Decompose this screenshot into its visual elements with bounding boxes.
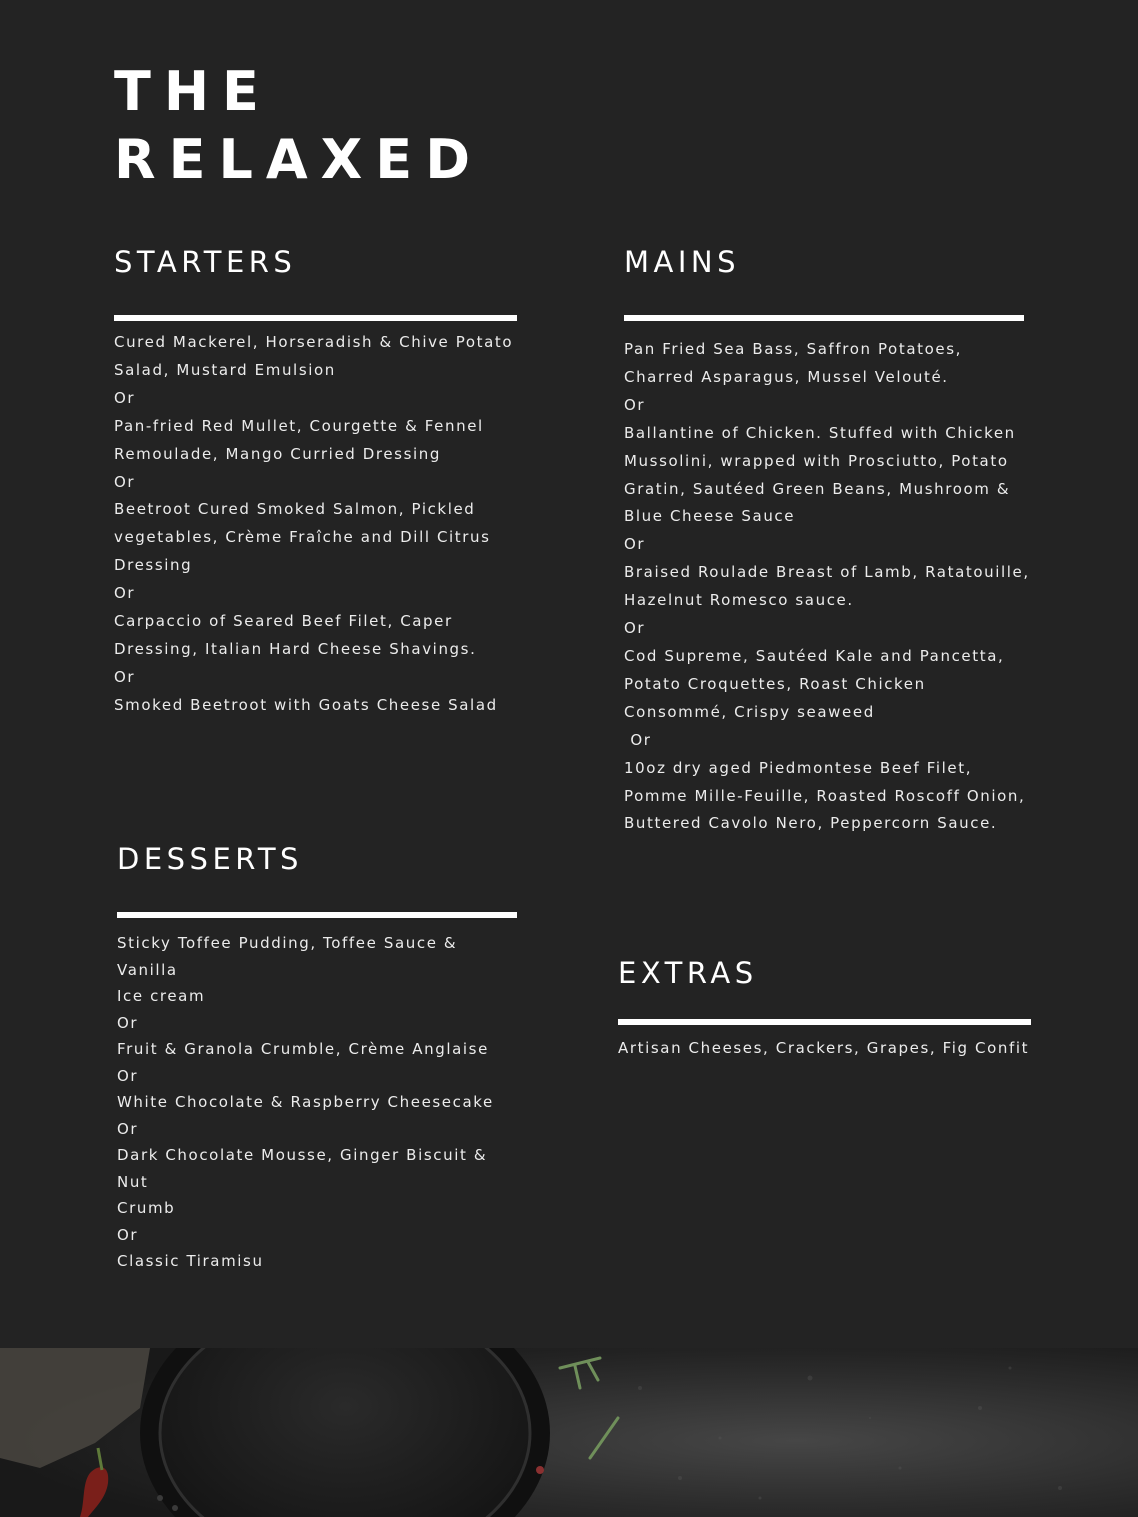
menu-item-line: Hazelnut Romesco sauce. bbox=[624, 591, 854, 610]
or-separator: Or bbox=[117, 1119, 139, 1138]
extras-list bbox=[618, 1034, 1031, 1062]
starters-heading: STARTERS bbox=[114, 245, 297, 279]
menu-item-line: Ballantine of Chicken. Stuffed with Chicken bbox=[624, 423, 1016, 442]
menu-item-line: Braised Roulade Breast of Lamb, Ratatouille, bbox=[624, 563, 1030, 582]
or-separator: Or bbox=[624, 535, 646, 554]
starters-divider bbox=[114, 315, 517, 321]
or-separator: Or bbox=[624, 730, 652, 749]
menu-item-line: White Chocolate & Raspberry Cheesecake bbox=[117, 1093, 494, 1111]
menu-title bbox=[114, 58, 483, 194]
desserts-divider bbox=[117, 912, 517, 918]
menu-item-line: 10oz dry aged Piedmontese Beef Filet, bbox=[624, 758, 973, 777]
menu-item-line: Charred Asparagus, Mussel Velouté. bbox=[624, 367, 949, 386]
mains-divider bbox=[624, 315, 1024, 321]
food-photo-strip bbox=[0, 1348, 1138, 1517]
menu-item-line: vegetables, Crème Fraîche and Dill Citrus bbox=[114, 528, 491, 547]
or-separator: Or bbox=[117, 1225, 139, 1244]
menu-item-line: Ice cream bbox=[117, 987, 206, 1005]
menu-title-line-1: THE bbox=[114, 60, 272, 123]
menu-item-line: Pan-fried Red Mullet, Courgette & Fennel bbox=[114, 416, 484, 435]
menu-item-line: Artisan Cheeses, Crackers, Grapes, Fig Confit bbox=[618, 1039, 1030, 1057]
or-separator: Or bbox=[114, 667, 136, 686]
mains-list bbox=[624, 336, 1032, 838]
menu-item-line: Crumb bbox=[117, 1199, 176, 1217]
menu-item-line: Dressing bbox=[114, 556, 193, 575]
menu-item-line: Mussolini, wrapped with Prosciutto, Potato bbox=[624, 451, 1009, 470]
menu-item-line: Smoked Beetroot with Goats Cheese Salad bbox=[114, 695, 498, 714]
menu-item-line: Dark Chocolate Mousse, Ginger Biscuit & Nut bbox=[117, 1146, 494, 1191]
menu-item-line: Dressing, Italian Hard Cheese Shavings. bbox=[114, 639, 477, 658]
menu-item-line: Sticky Toffee Pudding, Toffee Sauce & Vanilla bbox=[117, 934, 464, 979]
extras-section bbox=[618, 955, 1030, 1057]
menu-item-line: Remoulade, Mango Curried Dressing bbox=[114, 444, 442, 463]
desserts-list bbox=[117, 930, 507, 1275]
menu-item-line: Carpaccio of Seared Beef Filet, Caper bbox=[114, 612, 453, 631]
menu-item-line: Gratin, Sautéed Green Beans, Mushroom & bbox=[624, 479, 1011, 498]
menu-item-line: Potato Croquettes, Roast Chicken bbox=[624, 674, 926, 693]
menu-item-line: Classic Tiramisu bbox=[117, 1252, 264, 1270]
cast-iron-pan-image bbox=[0, 1348, 1138, 1517]
menu-item-line: Salad, Mustard Emulsion bbox=[114, 360, 336, 379]
extras-heading: EXTRAS bbox=[618, 956, 758, 990]
mains-heading: MAINS bbox=[624, 245, 741, 279]
menu-item-line: Blue Cheese Sauce bbox=[624, 507, 796, 526]
menu-item-line: Cod Supreme, Sautéed Kale and Pancetta, bbox=[624, 646, 1005, 665]
desserts-section bbox=[117, 841, 494, 1270]
menu-item-line: Consommé, Crispy seaweed bbox=[624, 702, 875, 721]
or-separator: Or bbox=[114, 388, 136, 407]
or-separator: Or bbox=[114, 472, 136, 491]
mains-section bbox=[624, 244, 1030, 833]
menu-item-line: Cured Mackerel, Horseradish & Chive Potato bbox=[114, 333, 514, 351]
starters-section bbox=[114, 244, 514, 714]
menu-title-line-2: RELAXED bbox=[114, 128, 484, 191]
starters-list bbox=[114, 329, 514, 720]
menu-item-line: Pan Fried Sea Bass, Saffron Potatoes, bbox=[624, 340, 962, 358]
or-separator: Or bbox=[117, 1013, 139, 1032]
or-separator: Or bbox=[117, 1066, 139, 1085]
menu-item-line: Beetroot Cured Smoked Salmon, Pickled bbox=[114, 500, 476, 519]
menu-item-line: Fruit & Granola Crumble, Crème Anglaise bbox=[117, 1040, 489, 1058]
menu-item-line: Pomme Mille-Feuille, Roasted Roscoff Onion, bbox=[624, 786, 1026, 805]
or-separator: Or bbox=[114, 584, 136, 603]
or-separator: Or bbox=[624, 619, 646, 638]
extras-divider bbox=[618, 1019, 1031, 1025]
or-separator: Or bbox=[624, 395, 646, 414]
desserts-heading: DESSERTS bbox=[117, 842, 303, 876]
menu-item-line: Buttered Cavolo Nero, Peppercorn Sauce. bbox=[624, 814, 998, 833]
